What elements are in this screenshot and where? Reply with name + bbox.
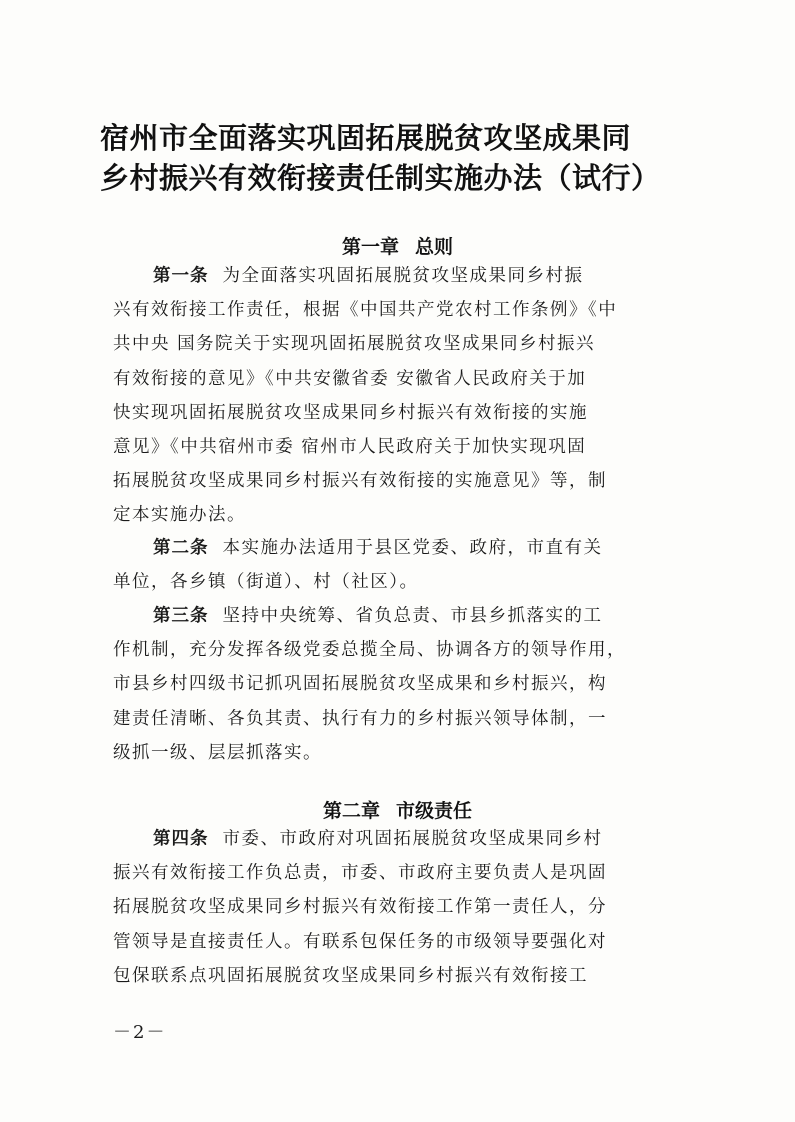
paragraph-line: 第三条 坚持中央统筹、省负总责、市县乡抓落实的工 [153,606,603,626]
chapter-name: 市级责任 [396,800,473,822]
paragraph-line: 市县乡村四级书记抓巩固拓展脱贫攻坚成果和乡村振兴，构 [113,674,607,695]
paragraph-line: 定本实施办法。 [113,505,246,526]
paragraph-line: 单位，各乡镇（街道）、村（社区）。 [113,572,419,593]
paragraph-line: 建责任清晰、各负其责、执行有力的乡村振兴领导体制，一 [113,708,607,729]
article-label: 第二条 [153,538,209,558]
paragraph-line: 包保联系点巩固拓展脱贫攻坚成果同乡村振兴有效衔接工 [113,965,588,986]
page-number: －2－ [113,1022,167,1043]
article-label: 第一条 [153,266,209,286]
paragraph-line: 兴有效衔接工作责任，根据《中国共产党农村工作条例》《中 [113,300,618,321]
paragraph-line: 第一条 为全面落实巩固拓展脱贫攻坚成果同乡村振 [153,266,584,286]
paragraph-line: 意见》《中共宿州市委 宿州市人民政府关于加快实现巩固 [113,437,587,458]
article-label: 第四条 [153,829,209,849]
paragraph-line: 快实现巩固拓展脱贫攻坚成果同乡村振兴有效衔接的实施 [113,402,588,423]
paragraph-line: 拓展脱贫攻坚成果同乡村振兴有效衔接工作第一责任人，分 [113,897,607,918]
article-label: 第三条 [153,606,209,626]
title-line-2: 乡村振兴有效衔接责任制实施办法（试行） [100,161,661,195]
article-1 [113,259,673,533]
paragraph-line: 共中央 国务院关于实现巩固拓展脱贫攻坚成果同乡村振兴 [113,334,596,355]
chapter-2-heading [0,796,795,823]
paragraph-line: 振兴有效衔接工作负总责，市委、市政府主要负责人是巩固 [113,863,607,884]
paragraph-line: 管领导是直接责任人。有联系包保任务的市级领导要强化对 [113,931,607,952]
chapter-number: 第一章 [341,236,399,258]
paragraph-line: 第四条 市委、市政府对巩固拓展脱贫攻坚成果同乡村 [153,829,603,849]
paragraph-line: 作机制，充分发挥各级党委总揽全局、协调各方的领导作用， [113,640,626,661]
title-line-1: 宿州市全面落实巩固拓展脱贫攻坚成果同 [100,121,632,155]
chapter-number: 第二章 [322,800,380,822]
chapter-1-heading [0,232,795,259]
article-3 [113,599,673,770]
paragraph-line: 第二条 本实施办法适用于县区党委、政府，市直有关 [153,538,603,558]
article-2 [113,531,673,599]
paragraph-line: 拓展脱贫攻坚成果同乡村振兴有效衔接的实施意见》等，制 [113,471,607,492]
paragraph-line: 有效衔接的意见》《中共安徽省委 安徽省人民政府关于加 [113,368,587,389]
article-4 [113,822,673,993]
document-title [100,118,700,198]
chapter-name: 总则 [415,236,454,258]
paragraph-line: 级抓一级、层层抓落实。 [113,742,322,763]
